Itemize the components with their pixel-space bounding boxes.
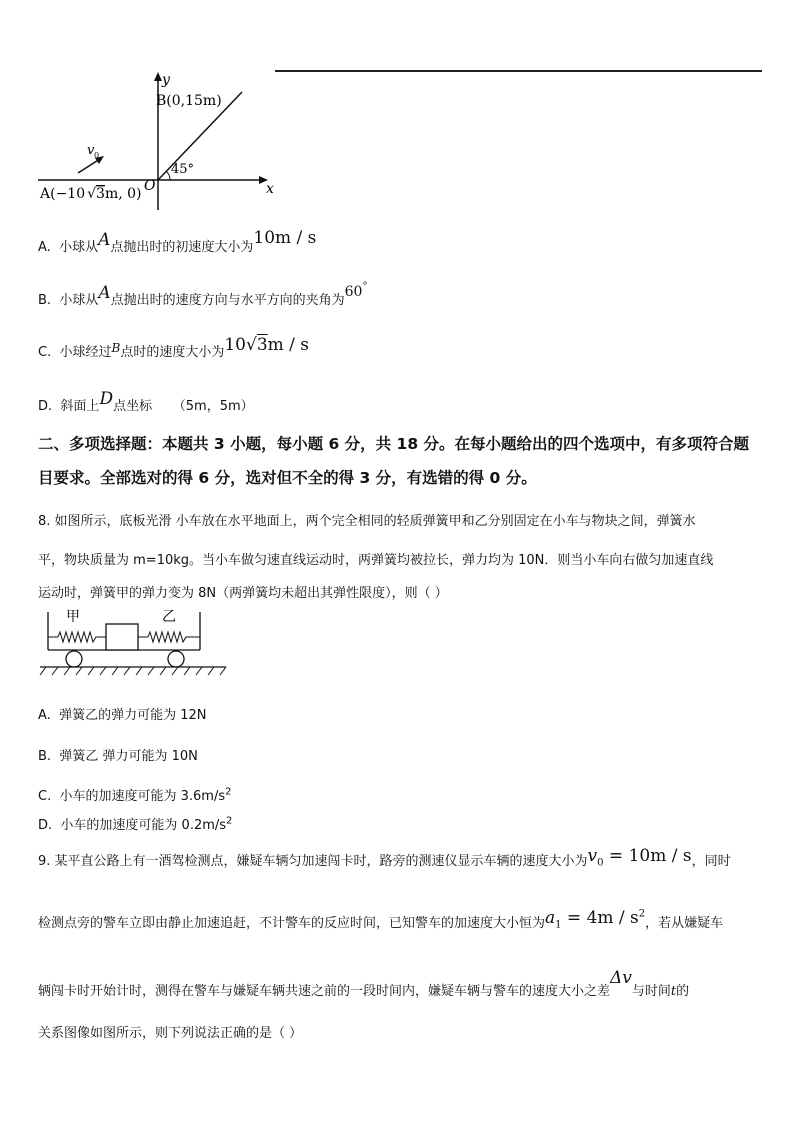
y-axis-label: y	[162, 72, 170, 88]
q7-option-b[interactable]: B. 小球从A点抛出时的速度方向与水平方向的夹角为60°	[38, 280, 368, 308]
wheel-left	[66, 651, 82, 667]
q8-option-a[interactable]: A. 弹簧乙的弹力可能为 12N	[38, 708, 207, 723]
spring-right	[148, 632, 200, 642]
velocity-subscript: 0	[94, 151, 100, 160]
section-heading: 二、多项选择题：本题共 3 小题，每小题 6 分，共 18 分。在每小题给出的四个选项中，有多项符合题 目要求。全部选对的得 6 分，选对但不全的得 3 分，有选错的得 0 分。	[38, 435, 750, 487]
q7-option-c[interactable]: C. 小球经过B点时的速度大小为10√3m / s	[38, 335, 310, 360]
coordinate-diagram	[38, 72, 288, 212]
q8-option-d[interactable]: D. 小车的加速度可能为 $0.2m/s^2$	[38, 815, 233, 833]
point-a-label: A(−10 √3m, 0)	[40, 186, 142, 202]
q7-option-d[interactable]: D. 斜面上D点坐标 （5m，5m）	[38, 389, 254, 414]
y-axis-arrow	[154, 72, 162, 81]
q8-line-2: 平，物块质量为 m=10kg。当小车做匀速直线运动时，两弹簧均被拉长，弹力均为 10N．则当小车向右做匀加速直线	[38, 553, 714, 568]
angle-arc	[166, 171, 170, 180]
q7-option-a[interactable]: A. 小球从A点抛出时的初速度大小为10m / s	[38, 228, 317, 255]
top-rule	[275, 70, 762, 72]
velocity-label: v	[87, 143, 95, 158]
q9-line-1: 9. 某平直公路上有一酒驾检测点，嫌疑车辆匀加速闯卡时，路旁的测速仪显示车辆的速度大小为$v_0 = 10m / s$，同时	[38, 846, 731, 869]
origin-label: O	[144, 178, 156, 194]
q9-line-2: 检测点旁的警车立即由静止加速追赶，不计警车的反应时间，已知警车的加速度大小恒为$a_1 = 4m / s^2$，若从嫌疑车	[38, 908, 724, 931]
x-axis-label: x	[266, 181, 274, 197]
point-b-label: B(0,15m)	[156, 93, 222, 109]
spring-left-label: 甲	[66, 609, 80, 625]
spring-left	[58, 632, 106, 642]
q8-option-c[interactable]: C. 小车的加速度可能为 $3.6m/s^2$	[38, 786, 232, 804]
block	[106, 624, 138, 650]
ground-hatching	[40, 667, 226, 675]
q9-line-3: 辆闯卡时开始计时，测得在警车与嫌疑车辆共速之前的一段时间内，嫌疑车辆与警车的速度大小之差Δv与时间t的	[38, 968, 690, 999]
angle-label: 45°	[171, 162, 195, 177]
velocity-arrow-line	[78, 159, 100, 173]
wheel-right	[168, 651, 184, 667]
q9-line-4: 关系图像如图所示，则下列说法正确的是（ ）	[38, 1026, 303, 1041]
q8-option-b[interactable]: B. 弹簧乙 弹力可能为 10N	[38, 749, 198, 764]
cart-diagram	[38, 604, 228, 682]
q8-line-1: 8. 如图所示，底板光滑 小车放在水平地面上，两个完全相同的轻质弹簧甲和乙分别固定在小车与物块之间，弹簧水	[38, 514, 696, 529]
spring-right-label: 乙	[162, 609, 176, 625]
q8-line-3: 运动时，弹簧甲的弹力变为 8N（两弹簧均未超出其弹性限度），则（ ）	[38, 586, 448, 601]
